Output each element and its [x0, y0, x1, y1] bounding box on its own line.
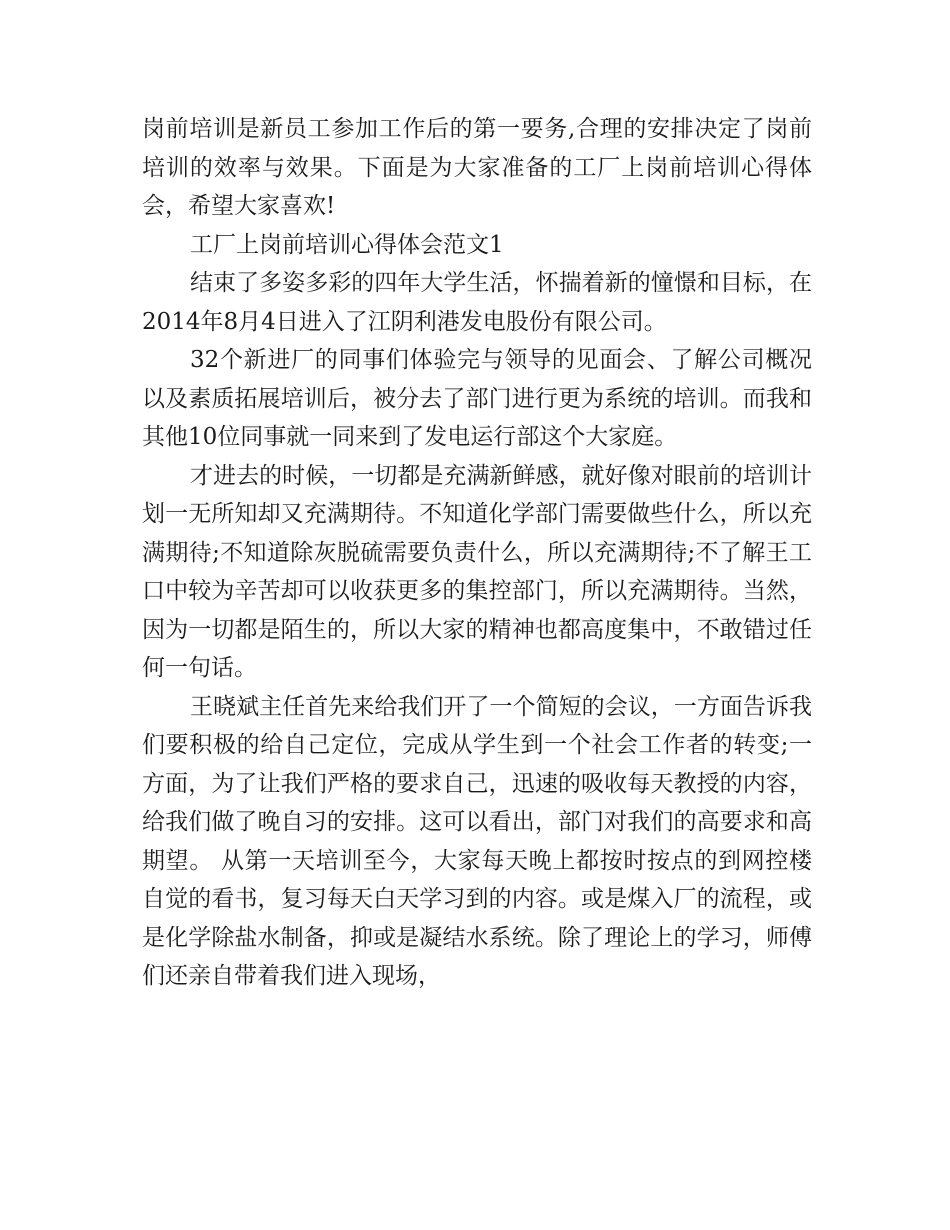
intro-paragraph: 岗前培训是新员工参加工作后的第一要务,合理的安排决定了岗前培训的效率与效果。下面是为大家准备的工厂上岗前培训心得体会，希望大家喜欢!	[142, 116, 812, 219]
section-heading: 工厂上岗前培训心得体会范文1	[190, 231, 504, 258]
body-paragraph-1: 结束了多姿多彩的四年大学生活，怀揣着新的憧憬和目标，在2014年8月4日进入了江阴利港发电股份有限公司。	[142, 270, 812, 335]
body-paragraph-2: 32个新进厂的同事们体验完与领导的见面会、了解公司概况以及素质拓展培训后，被分去了部门进行更为系统的培训。而我和其他10位同事就一同来到了发电运行部这个大家庭。	[142, 347, 812, 450]
document-page	[142, 110, 812, 996]
body-paragraph-4: 王晓斌主任首先来给我们开了一个简短的会议，一方面告诉我们要积极的给自己定位，完成从学生到一个社会工作者的转变;一方面，为了让我们严格的要求自己，迅速的吸收每天教授的内容，给我们做了晚自习的安排。这可以看出，部门对我们的高要求和高期望。 从第一天培训至今，大家每天晚上都按时按点的到网控楼自觉的看书，复习每天白天学习到的内容。或是煤入厂的流程，或是化学除盐水制备，抑或是凝结水系统。除了理论上的学习，师傅们还亲自带着我们进入现场，	[142, 693, 812, 989]
body-paragraph-3: 才进去的时候，一切都是充满新鲜感，就好像对眼前的培训计划一无所知却又充满期待。不知道化学部门需要做些什么，所以充满期待;不知道除灰脱硫需要负责什么，所以充满期待;不了解王工口中较为辛苦却可以收获更多的集控部门，所以充满期待。当然，因为一切都是陌生的，所以大家的精神也都高度集中，不敢错过任何一句话。	[142, 462, 812, 681]
